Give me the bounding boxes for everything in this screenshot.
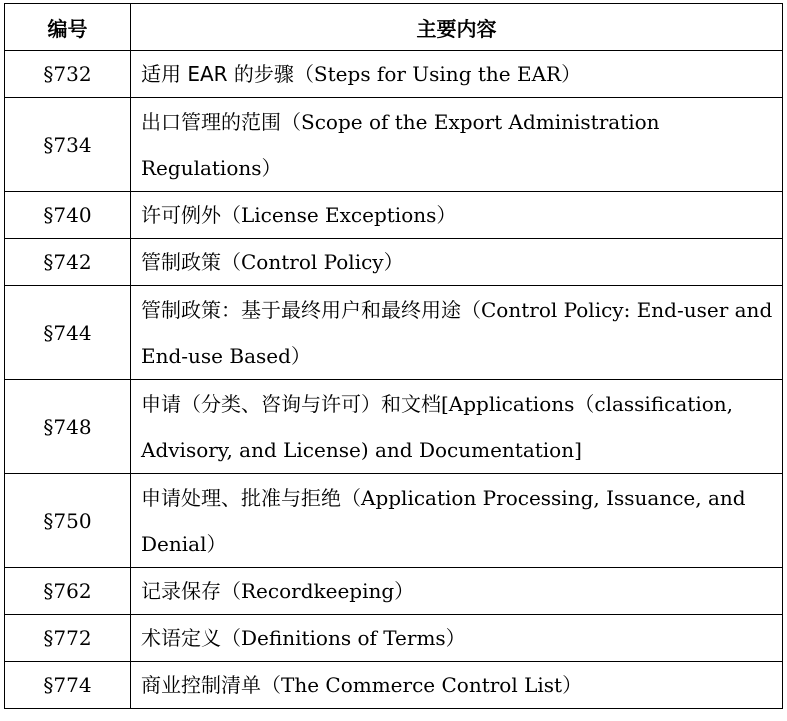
row-content-zh: 术语定义 xyxy=(141,626,221,650)
row-content-zh: 管制政策：基于最终用户和最终用途 xyxy=(141,297,461,322)
row-content xyxy=(131,239,783,286)
row-number: §772 xyxy=(5,615,131,662)
row-content-zh: 商业控制清单 xyxy=(141,673,261,697)
row-content-zh: 记录保存 xyxy=(141,579,221,603)
row-number: §750 xyxy=(5,474,131,568)
row-content-en: （Control Policy: End-user and End-use Based） xyxy=(141,297,773,368)
row-content-en: （Steps for Using the EAR） xyxy=(293,62,582,86)
row-content-en: （License Exceptions） xyxy=(221,203,457,227)
header-number: 编号 xyxy=(5,4,131,51)
row-content xyxy=(131,662,783,709)
table-row xyxy=(5,239,783,286)
header-content: 主要内容 xyxy=(131,4,783,51)
row-content xyxy=(131,474,783,568)
row-number: §742 xyxy=(5,239,131,286)
row-number: §774 xyxy=(5,662,131,709)
row-content-zh: 出口管理的范围 xyxy=(141,109,281,134)
row-number: §732 xyxy=(5,51,131,98)
row-content-zh: 许可例外 xyxy=(141,203,221,227)
table-row xyxy=(5,474,783,568)
row-content xyxy=(131,51,783,98)
table-row xyxy=(5,51,783,98)
row-content xyxy=(131,380,783,474)
row-content-en: （Recordkeeping） xyxy=(221,579,415,603)
row-content xyxy=(131,615,783,662)
row-number: §734 xyxy=(5,98,131,192)
row-number: §744 xyxy=(5,286,131,380)
row-content xyxy=(131,286,783,380)
row-content xyxy=(131,192,783,239)
row-content xyxy=(131,98,783,192)
regulation-table xyxy=(4,3,783,709)
table-row xyxy=(5,380,783,474)
row-content-zh: 申请处理、批准与拒绝 xyxy=(141,485,341,510)
row-content-zh: 管制政策 xyxy=(141,250,221,274)
row-number: §762 xyxy=(5,568,131,615)
table-row xyxy=(5,615,783,662)
row-content-en: （Control Policy） xyxy=(221,250,404,274)
table-row xyxy=(5,192,783,239)
table-row xyxy=(5,662,783,709)
row-content-en: [Applications（classification, Advisory, and License) and Documentation] xyxy=(141,391,734,462)
row-content xyxy=(131,568,783,615)
table-row xyxy=(5,568,783,615)
row-number: §748 xyxy=(5,380,131,474)
row-content-zh: 适用 EAR 的步骤 xyxy=(141,62,294,86)
row-content-en: （Definitions of Terms） xyxy=(221,626,466,650)
row-content-en: （The Commerce Control List） xyxy=(261,673,583,697)
row-number: §740 xyxy=(5,192,131,239)
row-content-en: （Application Processing, Issuance, and Denial） xyxy=(141,485,746,556)
table-row xyxy=(5,286,783,380)
table-header-row xyxy=(5,4,783,51)
row-content-zh: 申请（分类、咨询与许可）和文档 xyxy=(141,391,441,416)
table-row xyxy=(5,98,783,192)
row-content-en: （Scope of the Export Administration Regulations） xyxy=(141,109,660,180)
